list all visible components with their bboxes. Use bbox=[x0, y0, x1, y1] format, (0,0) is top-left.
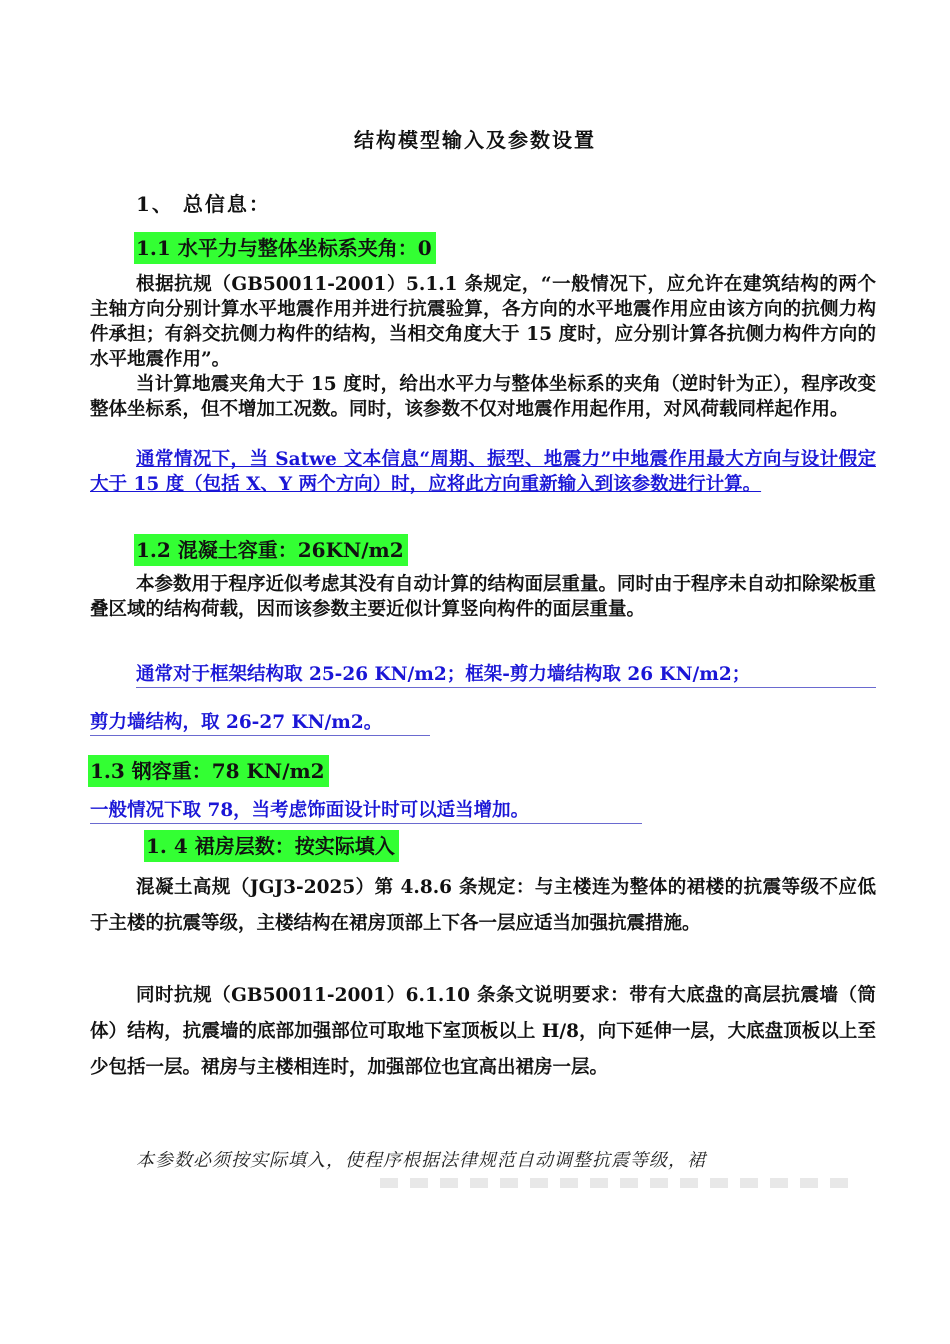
paragraph-1-1-b: 当计算地震夹角大于 15 度时，给出水平力与整体坐标系的夹角（逆时针为正），程序改变整体坐标系，但不增加工况数。同时，该参数不仅对地震作用起作用，对风荷载同样起作用。 bbox=[90, 374, 876, 420]
paragraph-1-2: 本参数用于程序近似考虑其没有自动计算的结构面层重量。同时由于程序未自动扣除梁板重叠区域的结构荷载，因而该参数主要近似计算竖向构件的面层重量。 bbox=[90, 574, 877, 620]
section-heading-general: 1、 总信息： bbox=[136, 192, 271, 216]
note-1-1: 通常情况下，当 Satwe 文本信息“周期、振型、地震力”中地震作用最大方向与设计假定大于 15 度（包括 X、Y 两个方向）时，应将此方向重新输入到该参数进行计算。 bbox=[90, 449, 876, 495]
heading-1-3: 1.3 钢容重：78 KN/m2 bbox=[88, 755, 329, 787]
paragraph-1-4-b: 同时抗规（GB50011-2001）6.1.10 条条文说明要求：带有大底盘的高层抗震墙（筒体）结构，抗震墙的底部加强部位可取地下室顶板以上 H/8，向下延伸一层，大底盘顶板以上至少包括一层。裙房与主楼相连时，加强部位也宜高出裙房一层。 bbox=[90, 985, 876, 1078]
faded-text-line bbox=[380, 1178, 850, 1188]
paragraph-1-1-a: 根据抗规（GB50011-2001）5.1.1 条规定，“一般情况下，应允许在建筑结构的两个主轴方向分别计算水平地震作用并进行抗震验算，各方向的水平地震作用应由该方向的抗侧力构件承担；有斜交抗侧力构件的结构，当相交角度大于 15 度时，应分别计算各抗侧力构件方向的水平地震作用”。 bbox=[90, 274, 876, 370]
heading-1-2: 1.2 混凝土容重：26KN/m2 bbox=[134, 534, 408, 566]
paragraph-1-4-c: 本参数必须按实际填入，使程序根据法律规范自动调整抗震等级，裙 bbox=[136, 1150, 706, 1171]
note-1-3: 一般情况下取 78，当考虑饰面设计时可以适当增加。 bbox=[90, 796, 642, 824]
page-title: 结构模型输入及参数设置 bbox=[354, 128, 596, 152]
heading-1-4: 1. 4 裙房层数：按实际填入 bbox=[144, 830, 399, 862]
note-1-2-line-1: 通常对于框架结构取 25-26 KN/m2；框架-剪力墙结构取 26 KN/m2； bbox=[136, 660, 876, 688]
heading-1-1: 1.1 水平力与整体坐标系夹角：0 bbox=[134, 232, 436, 264]
paragraph-1-4-a: 混凝土高规（JGJ3-2025）第 4.8.6 条规定：与主楼连为整体的裙楼的抗震等级不应低于主楼的抗震等级，主楼结构在裙房顶部上下各一层应适当加强抗震措施。 bbox=[90, 877, 876, 934]
note-1-2-line-2: 剪力墙结构，取 26-27 KN/m2。 bbox=[90, 708, 430, 736]
